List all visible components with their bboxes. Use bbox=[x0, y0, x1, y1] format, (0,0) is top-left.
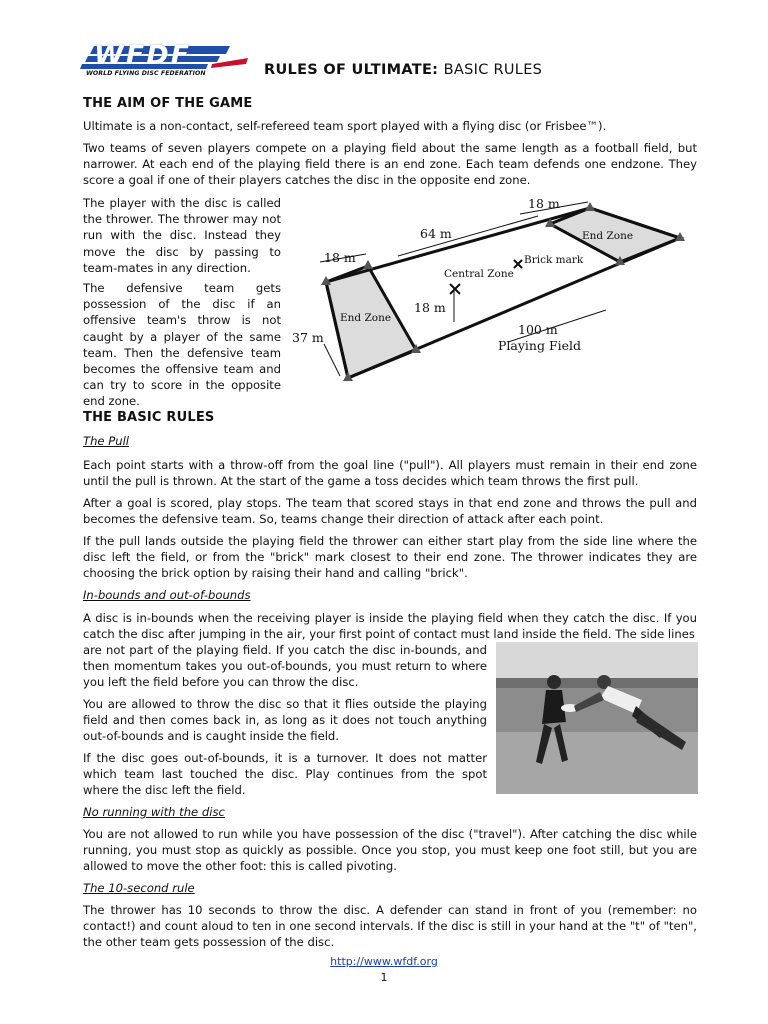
logo-tagline: WORLD FLYING DISC FEDERATION bbox=[86, 70, 206, 77]
footer-link[interactable]: http://www.wfdf.org bbox=[330, 955, 438, 968]
field-diagram-svg bbox=[288, 192, 698, 398]
aim-heading: THE AIM OF THE GAME bbox=[83, 96, 253, 111]
label-100m: 100 m bbox=[518, 322, 558, 337]
label-end-zone-right: End Zone bbox=[582, 230, 634, 242]
inbounds-paragraph-1a: A disc is in-bounds when the receiving player is inside the playing field when they catch the disc. If you catch the disc after jumping in the air, your first point of contact must land inside the field. The side lines bbox=[83, 611, 697, 642]
label-64m: 64 m bbox=[420, 226, 452, 241]
label-18m-top: 18 m bbox=[528, 196, 560, 211]
label-18m-left: 18 m bbox=[324, 250, 356, 265]
pull-paragraph-3: If the pull lands outside the playing field the thrower can either start play from the side line where the disc left the field, or from the "brick" mark closest to their end zone. The thrower indicates they are choosing the brick option by raising their hand and calling "brick". bbox=[83, 534, 697, 581]
players-photo bbox=[496, 642, 698, 794]
logo-letters: WFDF bbox=[94, 40, 192, 71]
inbounds-paragraph-3: If the disc goes out-of-bounds, it is a turnover. It does not matter which team last touched the disc. Play continues from the spot where the disc left the field. bbox=[83, 751, 487, 798]
label-brick-mark: Brick mark bbox=[524, 254, 584, 266]
pull-paragraph-2: After a goal is scored, play stops. The team that scored stays in that end zone and throws the pull and becomes the defensive team. So, teams change their direction of attack after each point. bbox=[83, 496, 697, 527]
page-number: 1 bbox=[380, 971, 388, 984]
title-bold: RULES OF ULTIMATE: bbox=[264, 62, 439, 78]
label-central-zone: Central Zone bbox=[444, 268, 514, 280]
footer bbox=[0, 950, 768, 984]
ten-second-subheading: The 10-second rule bbox=[83, 881, 195, 895]
dim-line-37m bbox=[324, 344, 340, 376]
pull-paragraph-1: Each point starts with a throw-off from the goal line ("pull"). All players must remain in their end zone until the pull is thrown. At the start of the game a toss decides which team throws the first pull. bbox=[83, 458, 697, 489]
pull-subheading: The Pull bbox=[83, 434, 130, 448]
label-playing-field: Playing Field bbox=[498, 338, 582, 353]
aim-paragraph-3: The player with the disc is called the thrower. The thrower may not run with the disc. Instead they move the disc by passing to team-mates in any direction. bbox=[83, 196, 281, 275]
title-light: BASIC RULES bbox=[443, 62, 543, 78]
label-37m: 37 m bbox=[292, 330, 324, 345]
label-end-zone-left: End Zone bbox=[340, 312, 392, 324]
inbounds-paragraph-1b: are not part of the playing field. If you catch the disc in-bounds, and then momentum takes you out-of-bounds, you must return to where you left the field before you can throw the disc. bbox=[83, 643, 487, 690]
aim-paragraph-1: Ultimate is a non-contact, self-refereed team sport played with a flying disc (or Frisbee™). bbox=[83, 119, 607, 133]
inbounds-subheading: In-bounds and out-of-bounds bbox=[83, 588, 251, 602]
field-diagram bbox=[288, 192, 698, 398]
aim-paragraph-4: The defensive team gets possession of the disc if an offensive team's throw is not caught by a player of the same team. Then the defensive team becomes the offensive team and can try to score in the opposite end zone. bbox=[83, 281, 281, 409]
wfdf-logo bbox=[80, 42, 248, 82]
inbounds-paragraph-2: You are allowed to throw the disc so that it flies outside the playing field and then comes back in, as long as it does not touch anything out-of-bounds and is caught inside the field. bbox=[83, 697, 487, 744]
label-18m-mid: 18 m bbox=[414, 300, 446, 315]
aim-paragraph-2: Two teams of seven players compete on a playing field about the same length as a football field, but narrower. At each end of the playing field there is an end zone. Each team defends one endzone. They score a goal if one of their players catches the disc in the opposite end zone. bbox=[83, 141, 697, 188]
basic-rules-heading: THE BASIC RULES bbox=[83, 410, 215, 425]
dim-line-64m bbox=[398, 216, 538, 256]
players-photo-graphic bbox=[496, 642, 698, 794]
no-running-paragraph: You are not allowed to run while you have possession of the disc ("travel"). After catching the disc while running, you must stop as quickly as possible. Once you stop, you must keep one foot still, but you are allowed to move the other foot: this is called pivoting. bbox=[83, 827, 697, 874]
no-running-subheading: No running with the disc bbox=[83, 805, 225, 819]
ten-second-paragraph: The thrower has 10 seconds to throw the disc. A defender can stand in front of you (remember: no contact!) and count aloud to ten in one second intervals. If the disc is still in your hand at the "t" of "ten", the other team gets possession of the disc. bbox=[83, 903, 697, 950]
page-title bbox=[264, 62, 542, 78]
